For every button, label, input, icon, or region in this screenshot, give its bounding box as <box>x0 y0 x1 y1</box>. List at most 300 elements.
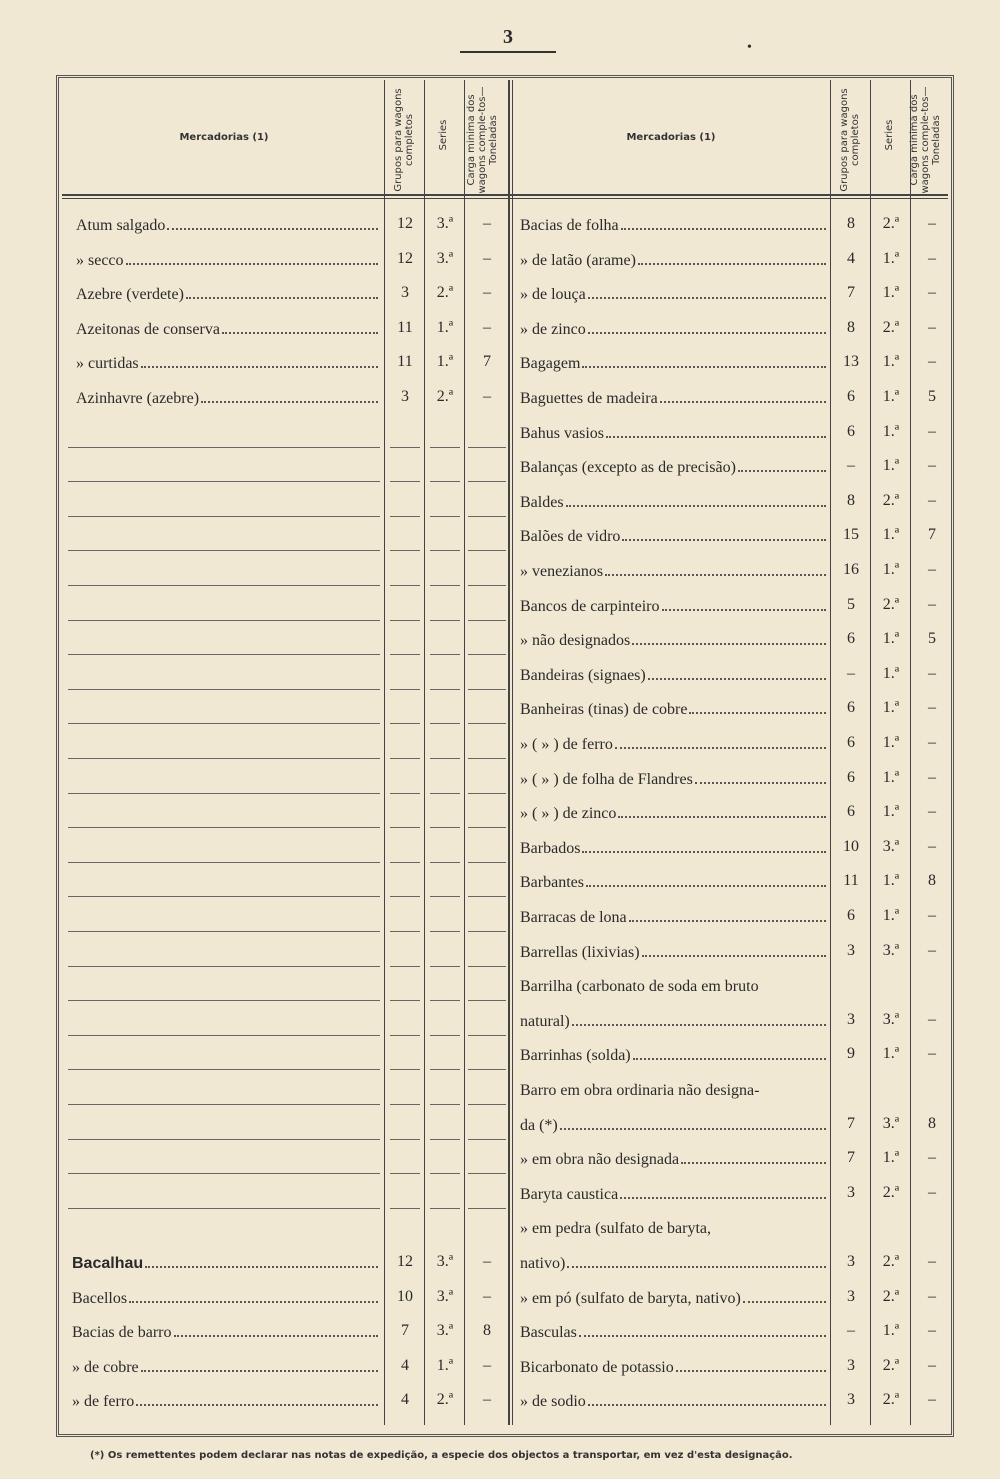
row-name-text: » em pó (sulfato de baryta, nativo) <box>520 1289 741 1307</box>
row-series: 2.ª <box>436 388 454 405</box>
blank-rule <box>468 1069 506 1070</box>
row-load: – <box>928 422 936 440</box>
row-load: – <box>483 284 491 302</box>
row-name <box>76 242 380 276</box>
dot-leader <box>588 1400 826 1406</box>
row-group: 3 <box>847 941 855 959</box>
row-series: 3.ª <box>882 1010 900 1028</box>
blank-rule <box>68 481 380 482</box>
col-rule <box>910 80 911 1425</box>
row-name <box>520 830 828 864</box>
blank-rule <box>390 1000 420 1001</box>
row-series: 2.ª <box>882 1253 900 1270</box>
row-name <box>76 345 380 379</box>
row-series: 1.ª <box>436 1356 454 1374</box>
row-group: 6 <box>847 768 855 786</box>
blank-rule <box>390 516 420 517</box>
blank-rule <box>468 758 506 759</box>
blank-rule <box>68 723 380 724</box>
row-group: 12 <box>397 215 413 232</box>
page-number: 3 <box>460 26 556 53</box>
blank-rule <box>390 723 420 724</box>
row-name-text: » de ferro <box>72 1393 135 1411</box>
blank-rule <box>68 585 380 586</box>
col-rule-mid <box>508 80 510 1425</box>
row-series: 2.ª <box>882 1287 900 1305</box>
row-name-text: Baryta caustica <box>520 1185 619 1203</box>
blank-rule <box>68 827 380 828</box>
row-name-text: » de louça <box>520 286 586 304</box>
row-load <box>912 1072 952 1106</box>
blank-rule <box>468 585 506 586</box>
row-group: 6 <box>847 699 855 717</box>
blank-rule <box>390 1139 420 1140</box>
dot-leader <box>633 1054 826 1060</box>
dot-leader <box>620 1193 826 1199</box>
dot-leader <box>695 778 826 784</box>
blank-rule <box>68 931 380 932</box>
blank-rule <box>390 447 420 448</box>
row-name <box>76 311 380 345</box>
dot-leader <box>222 328 378 334</box>
dot-leader <box>572 1020 826 1026</box>
blank-rule <box>430 896 460 897</box>
row-series: 1.ª <box>882 734 900 751</box>
blank-rule <box>468 516 506 517</box>
row-name-text: » em obra não designada <box>520 1151 680 1169</box>
row-series: 2.ª <box>882 318 900 336</box>
row-group: 7 <box>847 1114 855 1132</box>
blank-rule <box>390 1104 420 1105</box>
blank-rule <box>468 827 506 828</box>
row-name <box>520 588 828 622</box>
row-group: 3 <box>847 1253 855 1270</box>
row-load: – <box>928 803 936 821</box>
row-name-text: » ( » ) de zinco <box>520 805 617 823</box>
blank-rule <box>68 1139 380 1140</box>
row-group: 3 <box>847 1356 855 1374</box>
row-load: – <box>928 837 936 855</box>
row-name-text: Balões de vidro <box>520 528 621 546</box>
row-load: – <box>928 561 936 578</box>
row-group <box>832 968 870 1002</box>
row-group: 4 <box>401 1391 409 1409</box>
row-name-text: » ( » ) de ferro <box>520 736 613 753</box>
row-series: 1.ª <box>882 907 900 924</box>
row-group: 7 <box>847 284 855 302</box>
header-goods-left: Mercadorias (1) <box>179 132 269 143</box>
row-name-text: Banheiras (tinas) de cobre <box>520 701 688 719</box>
row-load: – <box>928 318 936 336</box>
row-series: 1.ª <box>882 249 900 267</box>
row-name-text: Bacias de barro <box>72 1324 172 1342</box>
dot-leader <box>629 916 826 922</box>
row-name <box>520 864 828 898</box>
row-name <box>520 1314 828 1348</box>
row-name <box>520 1176 828 1210</box>
blank-rule <box>390 793 420 794</box>
blank-rule <box>68 654 380 655</box>
row-name-text: Basculas <box>520 1324 577 1342</box>
row-load: – <box>928 734 936 751</box>
row-name <box>520 1383 828 1417</box>
header-series-left: Series <box>438 119 449 151</box>
dot-leader <box>615 743 826 749</box>
col-rule <box>870 80 871 1425</box>
row-load: – <box>928 1010 936 1028</box>
blank-rule <box>390 481 420 482</box>
blank-rule <box>390 758 420 759</box>
row-group: 6 <box>847 630 855 648</box>
blank-rule <box>68 1208 380 1209</box>
row-name <box>520 276 828 310</box>
row-name-text: Barbantes <box>520 874 584 892</box>
blank-rule <box>430 689 460 690</box>
dot-leader <box>566 501 826 507</box>
row-name-text: nativo) <box>520 1255 566 1272</box>
row-load: – <box>483 1356 491 1374</box>
row-group: 6 <box>847 422 855 440</box>
row-name-text: Barrellas (lixivias) <box>520 943 640 961</box>
blank-rule <box>390 585 420 586</box>
row-group: 3 <box>847 1391 855 1409</box>
blank-rule <box>468 447 506 448</box>
row-series: 3.ª <box>882 837 900 855</box>
row-series: 1.ª <box>882 1149 900 1167</box>
row-series <box>872 1072 910 1106</box>
dot-leader <box>606 432 826 438</box>
row-load: – <box>928 1356 936 1374</box>
dot-leader <box>605 570 826 576</box>
blank-rule <box>468 481 506 482</box>
row-name-text: Azeitonas de conserva <box>76 320 220 338</box>
row-series: 1.ª <box>882 630 900 648</box>
blank-rule <box>430 1000 460 1001</box>
dot-leader <box>648 674 826 680</box>
row-series: 2.ª <box>882 1391 900 1409</box>
row-load: – <box>483 249 491 267</box>
row-name-text: Azebre (verdete) <box>76 286 184 304</box>
row-group: 7 <box>847 1149 855 1167</box>
blank-rule <box>430 585 460 586</box>
blank-rule <box>430 1139 460 1140</box>
blank-rule <box>430 447 460 448</box>
row-series: 1.ª <box>882 1322 900 1340</box>
row-name-text: Bacellos <box>72 1289 128 1307</box>
header-groups-right: Grupos para wagons completos <box>839 88 861 192</box>
dot-leader <box>186 293 378 299</box>
row-series: 1.ª <box>882 422 900 440</box>
row-series: 1.ª <box>882 284 900 302</box>
row-name <box>520 311 828 345</box>
row-name <box>520 1141 828 1175</box>
blank-rule <box>68 1104 380 1105</box>
col-rule <box>384 80 385 1425</box>
row-name-text: » de latão (arame) <box>520 251 636 269</box>
row-group: 6 <box>847 388 855 405</box>
blank-rule <box>390 862 420 863</box>
blank-rule <box>430 966 460 967</box>
row-name-text: » ( » ) de folha de Flandres <box>520 770 693 788</box>
row-series: 3.ª <box>436 249 454 267</box>
row-series: 2.ª <box>882 1183 900 1201</box>
row-name <box>520 899 828 933</box>
row-name-text: » de zinco <box>520 320 586 338</box>
row-name-text: Azinhavre (azebre) <box>76 390 200 407</box>
header-goods-right: Mercadorias (1) <box>626 132 716 143</box>
dot-leader <box>689 708 826 714</box>
blank-rule <box>468 654 506 655</box>
row-name <box>520 1245 828 1279</box>
row-name <box>520 1280 828 1314</box>
row-name-text: Atum salgado <box>76 217 166 234</box>
row-series: 1.ª <box>882 768 900 786</box>
blank-rule <box>68 1000 380 1001</box>
row-group: 6 <box>847 907 855 924</box>
row-name-text: Barracas de lona <box>520 909 627 926</box>
dot-leader <box>145 1262 378 1268</box>
row-load <box>912 968 952 1002</box>
blank-rule <box>390 1035 420 1036</box>
row-group: 4 <box>401 1356 409 1374</box>
blank-rule <box>468 966 506 967</box>
row-load: – <box>928 1149 936 1167</box>
row-group: 15 <box>843 526 859 544</box>
dot-leader <box>632 639 826 645</box>
blank-rule <box>468 550 506 551</box>
blank-rule <box>68 896 380 897</box>
blank-rule <box>390 689 420 690</box>
row-group: 5 <box>847 595 855 613</box>
blank-rule <box>390 550 420 551</box>
row-series: 3.ª <box>882 1114 900 1132</box>
dot-leader <box>201 397 378 403</box>
row-series <box>872 968 910 1002</box>
row-name <box>520 449 828 483</box>
row-load: – <box>928 595 936 613</box>
dot-leader <box>582 847 826 853</box>
dot-leader <box>129 1297 378 1303</box>
header-groups-left: Grupos para wagons completos <box>393 88 415 192</box>
dot-leader <box>743 1297 826 1303</box>
blank-rule <box>68 966 380 967</box>
row-load: – <box>483 215 491 232</box>
row-load: 7 <box>483 353 491 371</box>
row-group: 8 <box>847 491 855 509</box>
row-group: 11 <box>397 318 413 336</box>
blank-rule <box>390 1173 420 1174</box>
blank-rule <box>68 758 380 759</box>
dot-leader <box>141 1366 378 1372</box>
dot-leader <box>621 224 826 230</box>
row-load: – <box>483 388 491 405</box>
dot-leader <box>618 812 826 818</box>
row-name-text: Bicarbonato de potassio <box>520 1358 674 1376</box>
dot-leader <box>638 259 826 265</box>
blank-rule <box>390 966 420 967</box>
row-group: 10 <box>843 837 859 855</box>
row-series: 3.ª <box>436 1322 454 1340</box>
row-name-text: » em pedra (sulfato de baryta, <box>520 1220 712 1238</box>
row-name <box>72 1314 380 1348</box>
row-series: 1.ª <box>436 318 454 336</box>
row-group <box>832 1072 870 1106</box>
row-group: 6 <box>847 734 855 751</box>
blank-rule <box>468 793 506 794</box>
dot-leader <box>738 466 826 472</box>
row-load: – <box>928 249 936 267</box>
row-series: 1.ª <box>882 388 900 405</box>
blank-rule <box>68 862 380 863</box>
row-load: 5 <box>928 630 936 648</box>
blank-rule <box>430 1069 460 1070</box>
row-name <box>76 380 380 414</box>
row-load: – <box>928 1045 936 1063</box>
row-name <box>72 1245 380 1279</box>
row-load: – <box>928 284 936 302</box>
row-name-text: Bahus vasios <box>520 424 604 442</box>
row-name <box>520 622 828 656</box>
blank-rule <box>430 862 460 863</box>
row-name-text: da (*) <box>520 1116 558 1134</box>
row-group: 10 <box>397 1287 413 1305</box>
blank-rule <box>430 1173 460 1174</box>
blank-rule <box>468 931 506 932</box>
row-series: 1.ª <box>436 353 454 371</box>
row-series: 3.ª <box>436 1287 454 1305</box>
row-name <box>520 1210 828 1244</box>
row-series: 3.ª <box>436 1253 454 1270</box>
row-series: 2.ª <box>882 215 900 232</box>
blank-rule <box>390 827 420 828</box>
blank-rule <box>430 793 460 794</box>
row-name-text: Barbados <box>520 839 581 857</box>
row-series: 1.ª <box>882 526 900 544</box>
blank-rule <box>68 447 380 448</box>
row-load: 8 <box>928 872 936 890</box>
blank-rule <box>68 620 380 621</box>
row-series: 1.ª <box>882 561 900 578</box>
row-group: 11 <box>397 353 413 371</box>
blank-rule <box>68 516 380 517</box>
blank-rule <box>430 1208 460 1209</box>
header-minload-left: Carga minima dos wagons comple-tos—Toneladas <box>466 86 499 194</box>
row-group: 3 <box>847 1010 855 1028</box>
row-name <box>520 968 828 1002</box>
row-name-text: Balanças (excepto as de precisão) <box>520 459 736 477</box>
blank-rule <box>430 481 460 482</box>
row-group: 13 <box>843 353 859 371</box>
row-series: 2.ª <box>436 1391 454 1409</box>
blank-rule <box>468 620 506 621</box>
dot-leader <box>141 362 378 368</box>
row-series <box>872 1210 910 1244</box>
row-load: – <box>928 491 936 509</box>
blank-rule <box>468 862 506 863</box>
row-load: – <box>928 941 936 959</box>
blank-rule <box>390 896 420 897</box>
blank-rule <box>468 723 506 724</box>
row-load: – <box>928 1183 936 1201</box>
row-name-text: natural) <box>520 1012 570 1030</box>
row-name <box>520 553 828 587</box>
blank-rule <box>68 1069 380 1070</box>
row-name <box>520 1072 828 1106</box>
dot-leader <box>167 224 378 230</box>
blank-rule <box>430 723 460 724</box>
row-series: 1.ª <box>882 872 900 890</box>
row-series: 2.ª <box>882 1356 900 1374</box>
col-rule <box>830 80 831 1425</box>
row-name <box>520 761 828 795</box>
row-name-text: Barrinhas (solda) <box>520 1047 631 1065</box>
blank-rule <box>68 689 380 690</box>
row-load: – <box>928 1287 936 1305</box>
dot-leader <box>174 1331 378 1337</box>
row-name <box>520 934 828 968</box>
row-name <box>520 484 828 518</box>
row-name <box>72 1280 380 1314</box>
blank-rule <box>430 827 460 828</box>
row-name-text: » secco <box>76 251 124 269</box>
stray-dot: • <box>747 40 752 55</box>
row-load: 7 <box>928 526 936 544</box>
dot-leader <box>567 1262 826 1268</box>
row-load: 8 <box>483 1322 491 1340</box>
row-group: 4 <box>847 249 855 267</box>
blank-rule <box>430 550 460 551</box>
row-load: 8 <box>928 1114 936 1132</box>
dot-leader <box>681 1158 826 1164</box>
row-load: – <box>928 457 936 475</box>
blank-rule <box>68 1173 380 1174</box>
row-name-text: » não designados <box>520 632 631 650</box>
dot-leader <box>586 881 826 887</box>
row-load: – <box>928 1253 936 1270</box>
blank-rule <box>430 516 460 517</box>
row-load: – <box>928 215 936 232</box>
col-rule <box>464 80 465 1425</box>
dot-leader <box>588 293 826 299</box>
row-series: 1.ª <box>882 803 900 821</box>
row-load: – <box>928 664 936 682</box>
row-name <box>520 207 828 241</box>
row-series: 1.ª <box>882 1045 900 1063</box>
row-name <box>520 1107 828 1141</box>
row-name <box>520 1349 828 1383</box>
row-group: 7 <box>401 1322 409 1340</box>
row-name <box>76 276 380 310</box>
row-group: 12 <box>397 249 413 267</box>
row-name <box>520 691 828 725</box>
row-name <box>520 1037 828 1071</box>
dot-leader <box>579 1331 826 1337</box>
row-series: 2.ª <box>436 284 454 302</box>
row-group: 3 <box>847 1287 855 1305</box>
row-name-text: » de cobre <box>72 1358 139 1376</box>
row-group: – <box>847 457 855 475</box>
row-name <box>520 345 828 379</box>
row-name-text: » de sodio <box>520 1393 586 1411</box>
row-name <box>520 242 828 276</box>
dot-leader <box>642 951 826 957</box>
header-minload-right: Carga minima dos wagons comple-tos—Toneladas <box>909 86 942 194</box>
blank-rule <box>468 1104 506 1105</box>
row-name-text: » curtidas <box>76 355 139 373</box>
dot-leader <box>660 397 826 403</box>
row-load: – <box>483 1287 491 1305</box>
row-series: 1.ª <box>882 457 900 475</box>
